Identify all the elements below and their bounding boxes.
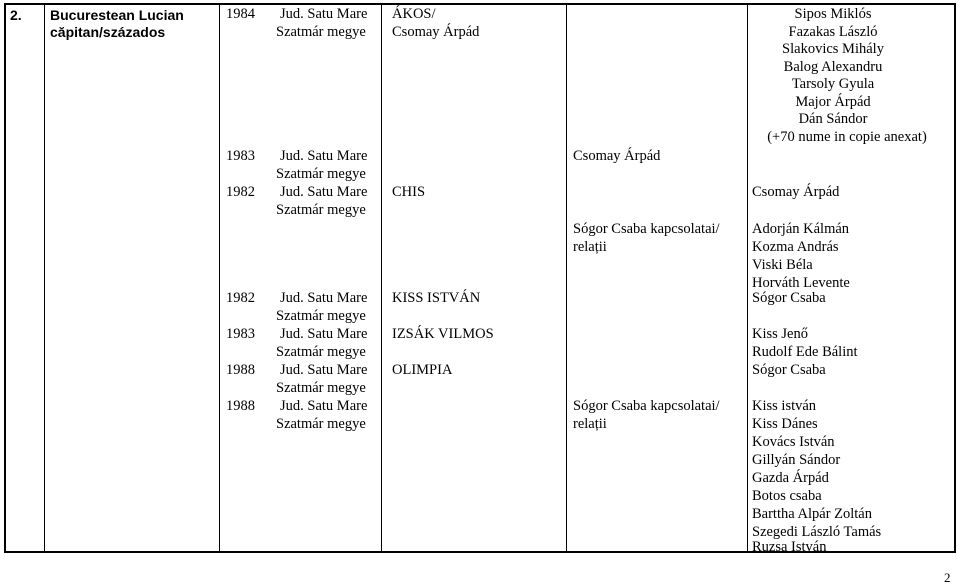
column-divider <box>44 3 45 553</box>
person-name: (+70 nume in copie anexat) <box>767 128 927 145</box>
contact-name: Sógor Csaba kapcsolatai/ <box>573 398 720 414</box>
column-divider <box>219 3 220 553</box>
entry-year: 1988 <box>226 398 255 414</box>
person-name: Gillyán Sándor <box>752 452 841 468</box>
entry-place: Jud. Satu Mare <box>280 398 368 414</box>
entry-organization: IZSÁK VILMOS <box>392 326 494 342</box>
contact-name: Sógor Csaba kapcsolatai/ <box>573 221 720 237</box>
entry-place: Jud. Satu Mare <box>280 290 368 306</box>
person-name: Botos csaba <box>752 488 822 504</box>
entry-place: Szatmár megye <box>276 166 366 182</box>
column-divider <box>381 3 382 553</box>
contact-name: relații <box>573 416 607 432</box>
entry-organization: ÁKOS/ <box>392 6 436 22</box>
entry-place: Jud. Satu Mare <box>280 6 368 22</box>
person-name: Kozma András <box>752 239 839 255</box>
entry-place: Szatmár megye <box>276 308 366 324</box>
entry-year: 1983 <box>226 326 255 342</box>
person-name: Kiss Jenő <box>752 326 808 342</box>
row-number: 2. <box>10 7 22 23</box>
entry-year: 1982 <box>226 290 255 306</box>
person-name: Dán Sándor <box>798 111 868 127</box>
page-number: 2 <box>944 570 951 585</box>
person-name: Ruzsa István <box>752 539 827 555</box>
entry-organization: CHIS <box>392 184 426 200</box>
entry-year: 1982 <box>226 184 255 200</box>
person-name: Tarsoly Gyula <box>791 76 875 92</box>
entry-place: Szatmár megye <box>276 380 366 396</box>
entry-year: 1988 <box>226 362 255 378</box>
entry-place: Szatmár megye <box>276 202 366 218</box>
entry-organization: OLIMPIA <box>392 362 453 378</box>
person-name: Sógor Csaba <box>752 290 826 306</box>
person-name: Balog Alexandru <box>783 58 883 75</box>
contact-name: Csomay Árpád <box>573 148 661 164</box>
person-name: Kiss istván <box>752 398 817 414</box>
column-divider <box>566 3 567 553</box>
entry-place: Jud. Satu Mare <box>280 148 368 164</box>
entry-place: Szatmár megye <box>276 416 366 432</box>
person-name: Csomay Árpád <box>752 184 840 200</box>
entry-place: Szatmár megye <box>276 344 366 360</box>
person-name: Rudolf Ede Bálint <box>752 344 858 360</box>
entry-place: Jud. Satu Mare <box>280 184 368 200</box>
person-name: Kiss Dánes <box>752 416 818 432</box>
person-name: Szegedi László Tamás <box>752 524 882 540</box>
entry-year: 1983 <box>226 148 255 164</box>
officer-name: Bucurestean Lucian <box>50 7 184 23</box>
person-name: Slakovics Mihály <box>782 41 884 57</box>
person-name: Barttha Alpár Zoltán <box>752 506 872 522</box>
person-name: Sipos Miklós <box>794 6 872 22</box>
person-name: Sógor Csaba <box>752 362 826 378</box>
person-name: Viski Béla <box>752 257 813 273</box>
person-name: Kovács István <box>752 434 835 450</box>
entry-year: 1984 <box>226 6 255 22</box>
entry-place: Jud. Satu Mare <box>280 362 368 378</box>
person-name: Fazakas László <box>788 23 878 40</box>
entry-place: Jud. Satu Mare <box>280 326 368 342</box>
entry-organization: Csomay Árpád <box>392 24 480 40</box>
officer-rank: căpitan/százados <box>50 24 166 40</box>
person-name: Horváth Levente <box>752 275 850 291</box>
person-name: Gazda Árpád <box>752 470 829 486</box>
contact-name: relații <box>573 239 607 255</box>
person-name: Major Árpád <box>795 93 871 110</box>
entry-organization: KISS ISTVÁN <box>392 290 481 306</box>
persons-list <box>748 6 948 146</box>
person-name: Adorján Kálmán <box>752 221 850 237</box>
entry-place: Szatmár megye <box>276 24 366 40</box>
